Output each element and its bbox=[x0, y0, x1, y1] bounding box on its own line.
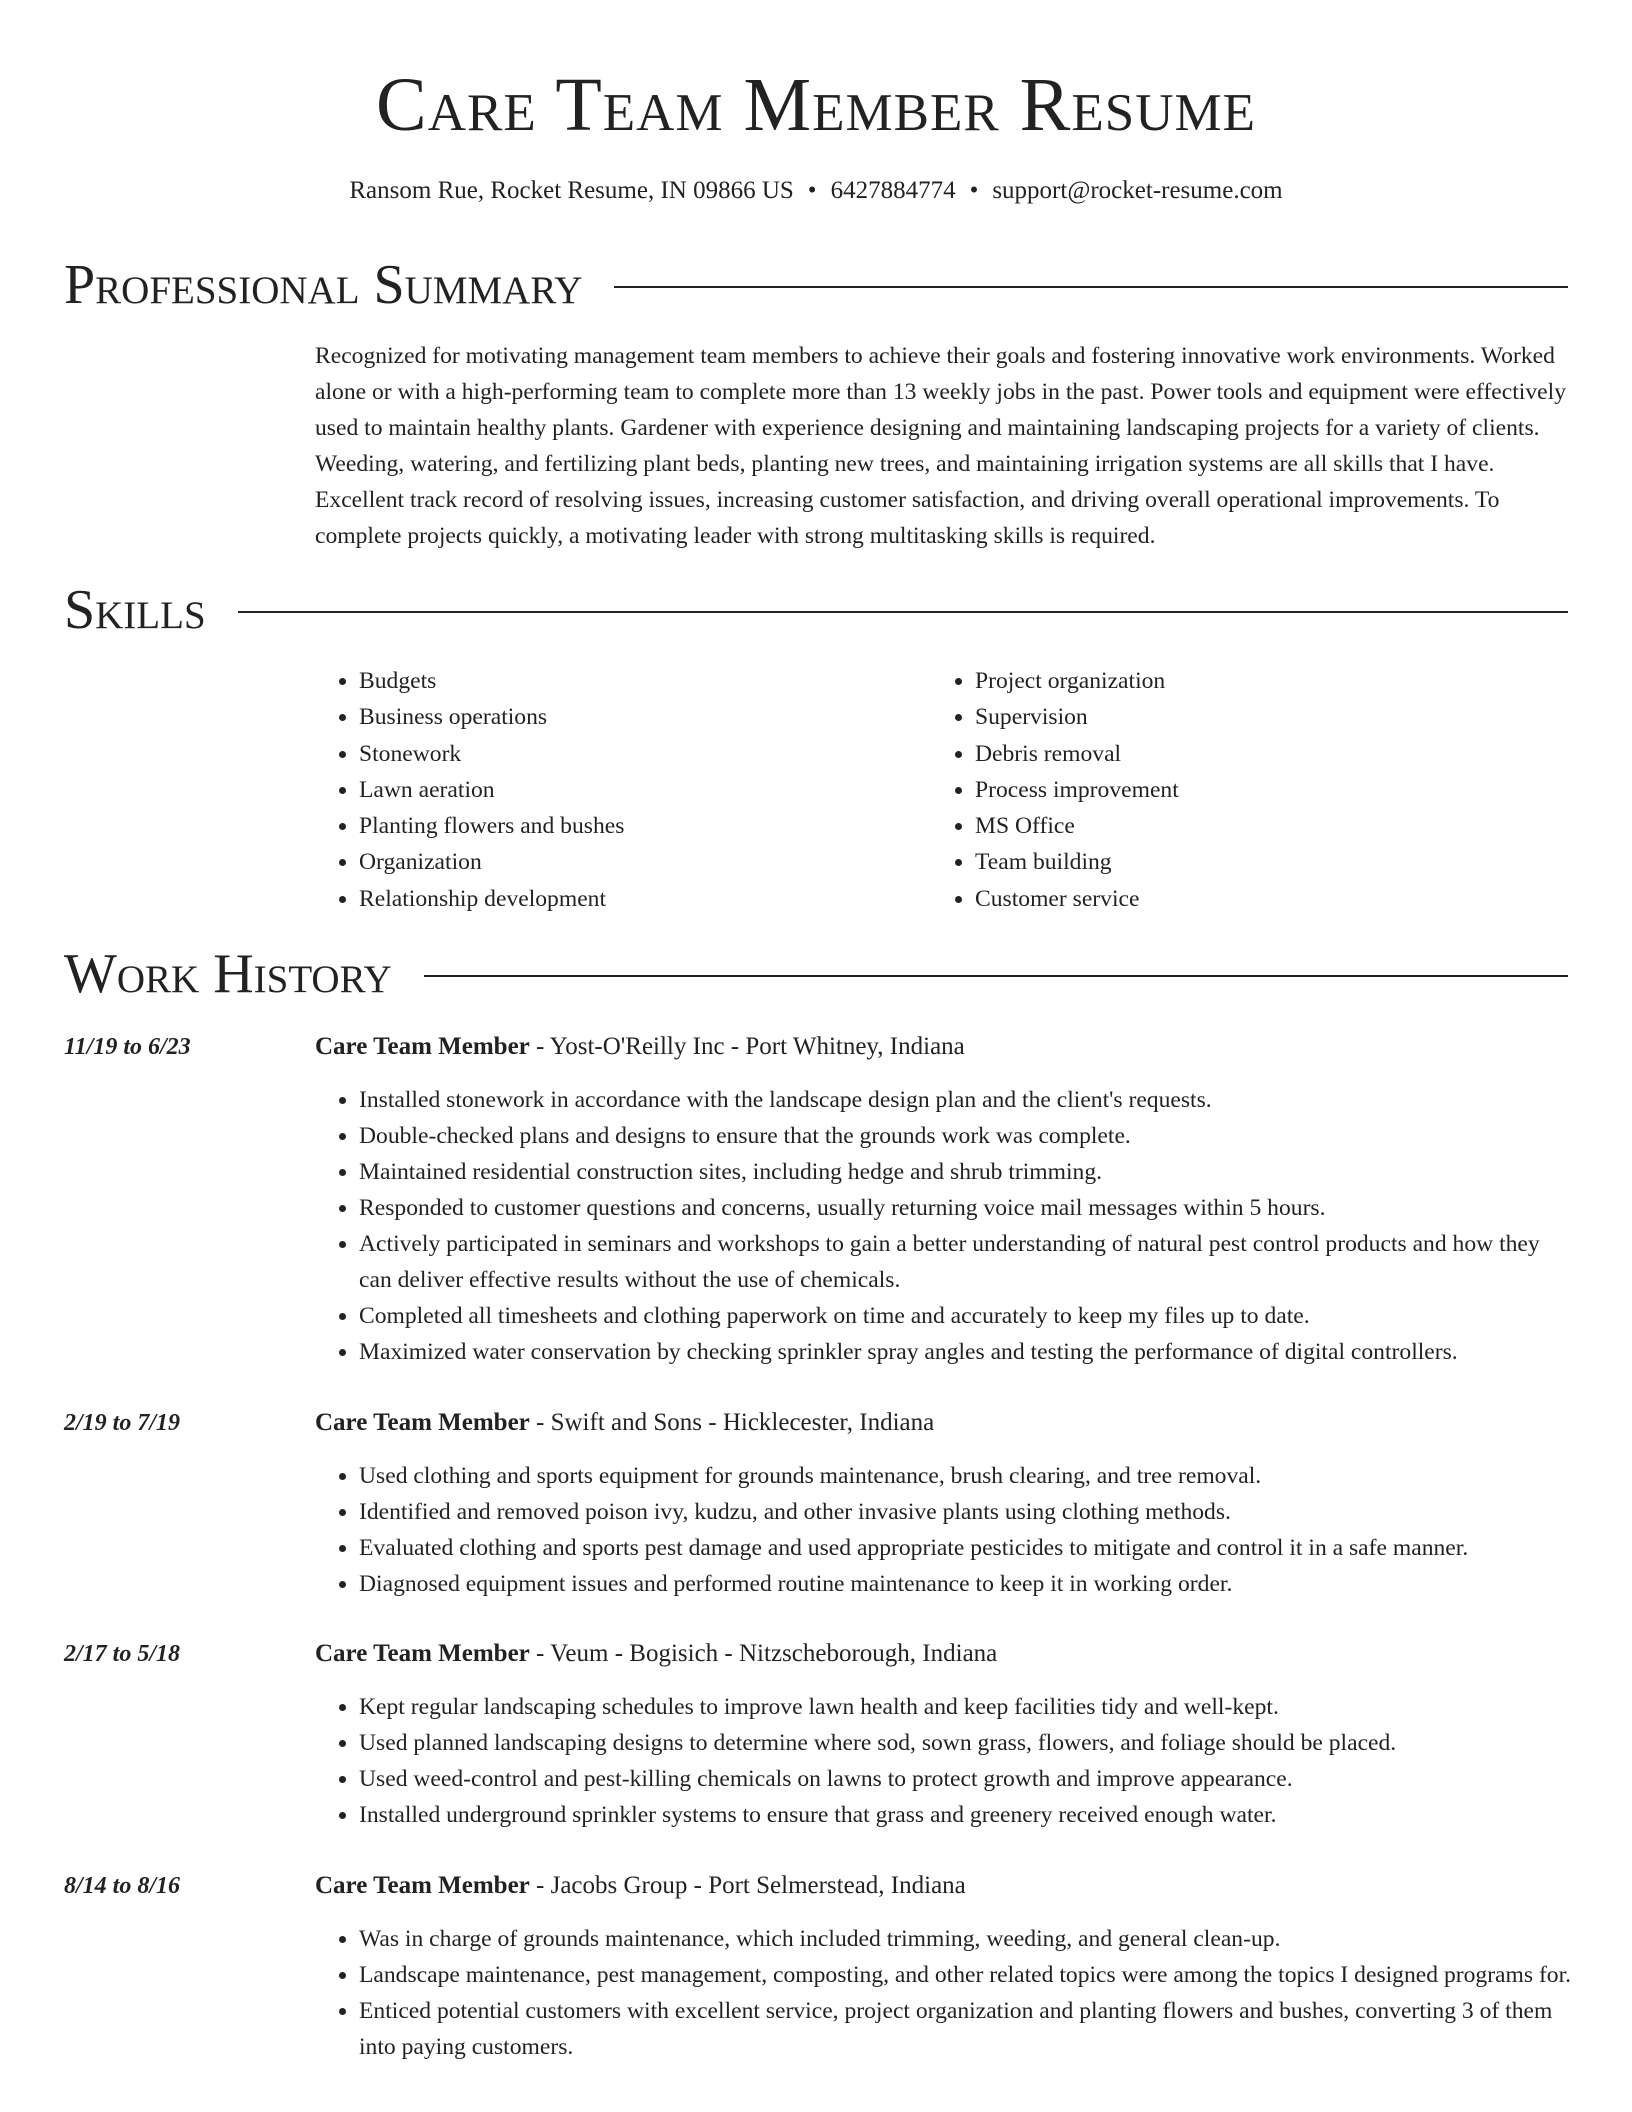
job-bullet: • Actively participated in seminars and workshops to gain a better understanding of natural pest control products and how they can deliver effective results without the use of chemicals. bbox=[359, 1226, 1575, 1298]
job-bullet: • Installed stonework in accordance with the landscape design plan and the client's requests. bbox=[359, 1082, 1575, 1118]
job-bullet: • Installed underground sprinkler systems to ensure that grass and greenery received enough water. bbox=[359, 1797, 1575, 1833]
job-dates: 8/14 to 8/16 bbox=[64, 1873, 181, 1899]
skill-item: • Lawn aeration bbox=[359, 772, 931, 808]
section-divider bbox=[424, 975, 1568, 977]
job-bullet: • Used weed-control and pest-killing chemicals on lawns to protect growth and improve appearance. bbox=[359, 1761, 1575, 1797]
resume-title: Care Team Member Resume bbox=[376, 63, 1256, 147]
skill-item: • Organization bbox=[359, 844, 931, 880]
contact-email: support@rocket-resume.com bbox=[992, 177, 1283, 204]
summary-section-title: Professional Summary bbox=[64, 254, 583, 316]
skill-item: • Debris removal bbox=[975, 736, 1547, 772]
job-role: Care Team Member bbox=[315, 1872, 530, 1899]
skill-item: • Planting flowers and bushes bbox=[359, 808, 931, 844]
job-header bbox=[315, 1869, 966, 1903]
job-bullet: • Enticed potential customers with excellent service, project organization and planting flowers and bushes, converting 3 of them into paying customers. bbox=[359, 1993, 1575, 2065]
summary-section-header bbox=[64, 253, 1568, 317]
job-bullet: • Was in charge of grounds maintenance, which included trimming, weeding, and general clean-up. bbox=[359, 1921, 1575, 1957]
section-divider bbox=[238, 611, 1568, 613]
skill-item: • MS Office bbox=[975, 808, 1547, 844]
skills-section-header bbox=[64, 578, 1568, 642]
skills-section-title: Skills bbox=[64, 579, 206, 641]
job-role: Care Team Member bbox=[315, 1033, 530, 1060]
job-header bbox=[315, 1406, 934, 1440]
skill-item: • Project organization bbox=[975, 663, 1547, 699]
work-section-title: Work History bbox=[64, 943, 392, 1005]
job-dates: 2/17 to 5/18 bbox=[64, 1641, 181, 1667]
job-bullets bbox=[315, 1689, 1575, 1833]
contact-phone: 6427884774 bbox=[830, 177, 956, 204]
job-role: Care Team Member bbox=[315, 1640, 530, 1667]
skill-item: • Budgets bbox=[359, 663, 931, 699]
job-bullet: • Responded to customer questions and concerns, usually returning voice mail messages within 5 hours. bbox=[359, 1190, 1575, 1226]
job-bullets bbox=[315, 1921, 1575, 2065]
job-bullet: • Completed all timesheets and clothing paperwork on time and accurately to keep my files up to date. bbox=[359, 1298, 1575, 1334]
job-bullets bbox=[315, 1082, 1575, 1370]
job-company: - Jacobs Group - Port Selmerstead, Indiana bbox=[529, 1872, 966, 1899]
section-divider bbox=[614, 286, 1568, 288]
job-bullet: • Diagnosed equipment issues and performed routine maintenance to keep it in working order. bbox=[359, 1566, 1575, 1602]
job-dates: 2/19 to 7/19 bbox=[64, 1410, 181, 1436]
job-header bbox=[315, 1030, 965, 1064]
job-header bbox=[315, 1637, 997, 1671]
skills-column-right bbox=[931, 663, 1547, 917]
job-bullet: • Used planned landscaping designs to determine where sod, sown grass, flowers, and foliage should be placed. bbox=[359, 1725, 1575, 1761]
skills-column-left bbox=[315, 663, 931, 917]
job-bullet: • Maintained residential construction sites, including hedge and shrub trimming. bbox=[359, 1154, 1575, 1190]
summary-text: Recognized for motivating management team members to achieve their goals and fostering innovative work environments. Worked alone or with a high-performing team to complete more than 13 weekly jobs in the past. Power tools and equipment were effectively used to maintain healthy plants. Gardener with experience designing and maintaining landscaping projects for a variety of clients. Weeding, watering, and fertilizing plant beds, planting new trees, and maintaining irrigation systems are all skills that I have. Excellent track record of resolving issues, increasing customer satisfaction, and driving overall operational improvements. To complete projects quickly, a motivating leader with strong multitasking skills is required. bbox=[315, 343, 1566, 549]
job-bullets bbox=[315, 1458, 1575, 1602]
job-bullet: • Maximized water conservation by checking sprinkler spray angles and testing the performance of digital controllers. bbox=[359, 1334, 1575, 1370]
job-company: - Yost-O'Reilly Inc - Port Whitney, Indiana bbox=[529, 1033, 965, 1060]
job-role: Care Team Member bbox=[315, 1409, 530, 1436]
skill-item: • Team building bbox=[975, 844, 1547, 880]
job-company: - Veum - Bogisich - Nitzscheborough, Indiana bbox=[529, 1640, 998, 1667]
job-bullet: • Evaluated clothing and sports pest damage and used appropriate pesticides to mitigate and control it in a safe manner. bbox=[359, 1530, 1575, 1566]
work-section-header bbox=[64, 942, 1568, 1006]
skill-item: • Customer service bbox=[975, 881, 1547, 917]
job-bullet: • Landscape maintenance, pest management, composting, and other related topics were among the topics I designed programs for. bbox=[359, 1957, 1575, 1993]
skills-list bbox=[315, 663, 1575, 917]
contact-address: Ransom Rue, Rocket Resume, IN 09866 US bbox=[349, 177, 794, 204]
job-bullet: • Used clothing and sports equipment for grounds maintenance, brush clearing, and tree removal. bbox=[359, 1458, 1575, 1494]
contact-separator: • bbox=[969, 177, 979, 204]
job-bullet: • Identified and removed poison ivy, kudzu, and other invasive plants using clothing methods. bbox=[359, 1494, 1575, 1530]
skill-item: • Supervision bbox=[975, 699, 1547, 735]
job-bullet: • Double-checked plans and designs to ensure that the grounds work was complete. bbox=[359, 1118, 1575, 1154]
contact-separator: • bbox=[807, 177, 817, 204]
skill-item: • Relationship development bbox=[359, 881, 931, 917]
job-dates: 11/19 to 6/23 bbox=[64, 1034, 191, 1060]
job-bullet: • Kept regular landscaping schedules to improve lawn health and keep facilities tidy and well-kept. bbox=[359, 1689, 1575, 1725]
skill-item: • Process improvement bbox=[975, 772, 1547, 808]
skill-item: • Business operations bbox=[359, 699, 931, 735]
skill-item: • Stonework bbox=[359, 736, 931, 772]
contact-line bbox=[0, 174, 1632, 208]
job-company: - Swift and Sons - Hicklecester, Indiana bbox=[529, 1409, 935, 1436]
